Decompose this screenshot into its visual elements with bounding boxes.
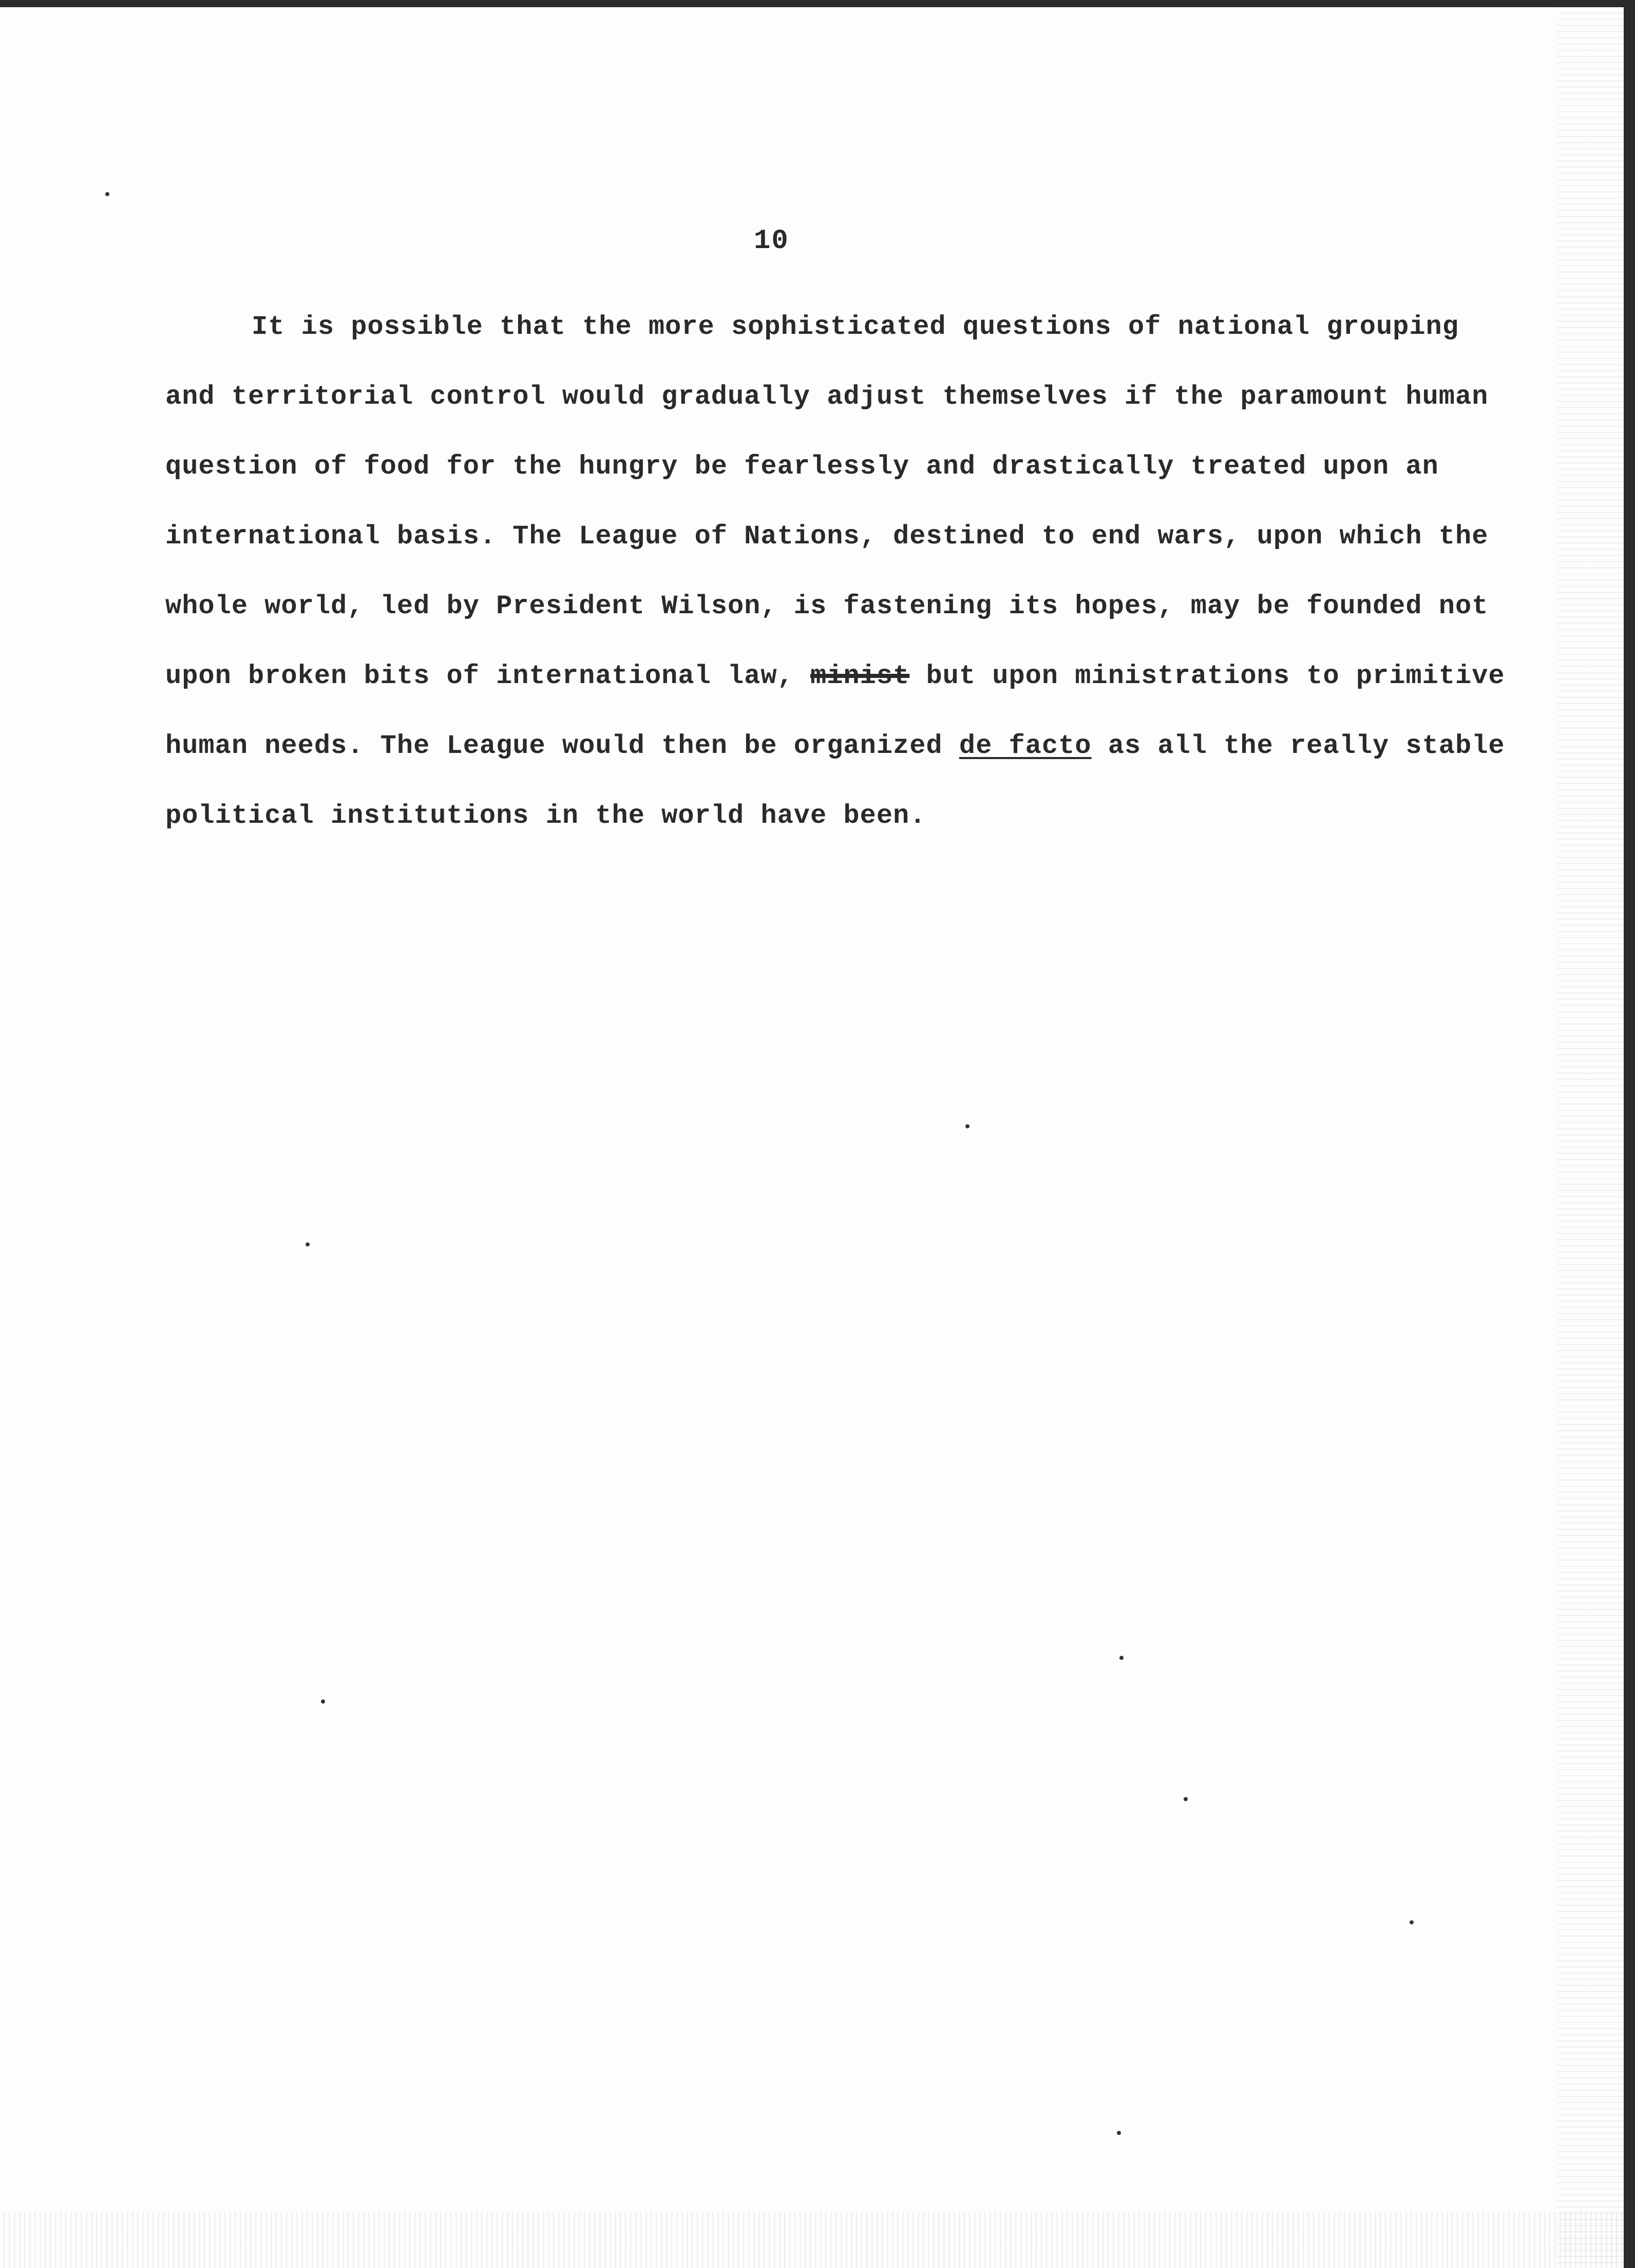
body-paragraph [165, 292, 1521, 851]
text-line-1: It is possible that the more sophisticated questions of national grouping [252, 312, 1459, 342]
scan-speck [1117, 2131, 1121, 2135]
text-line-2: and territorial control would gradually adjust themselves if the paramount human [165, 382, 1489, 412]
text-line-7-part-2: as all the really stable [1091, 731, 1505, 761]
text-line-5: whole world, led by President Wilson, is fastening its hopes, may be founded not [165, 591, 1489, 621]
scan-speck [965, 1124, 969, 1128]
text-line-6-part-2: but upon ministrations to primitive [909, 661, 1505, 691]
text-line-3: question of food for the hungry be fearlessly and drastically treated upon an [165, 451, 1439, 482]
text-line-8: political institutions in the world have been. [165, 801, 926, 831]
page-number: 10 [754, 225, 789, 257]
scan-edge-noise-right [1557, 7, 1624, 2268]
struck-out-word: minist [810, 661, 910, 691]
scan-speck [1119, 1656, 1124, 1660]
text-line-6 [165, 641, 1521, 711]
scan-speck [321, 1699, 325, 1704]
text-line-7-part-1: human needs. The League would then be organized [165, 731, 943, 761]
scan-speck [1184, 1797, 1188, 1801]
text-line-7 [165, 711, 1521, 781]
text-line-6-part-1: upon broken bits of international law, [165, 661, 794, 691]
scan-speck [1410, 1920, 1414, 1924]
scan-speck [306, 1242, 310, 1246]
scan-speck [105, 192, 109, 196]
scan-edge-noise-bottom [0, 2212, 1624, 2268]
underlined-phrase-de-facto: de facto [959, 731, 1092, 761]
text-line-4: international basis. The League of Nations, destined to end wars, upon which the [165, 521, 1489, 552]
